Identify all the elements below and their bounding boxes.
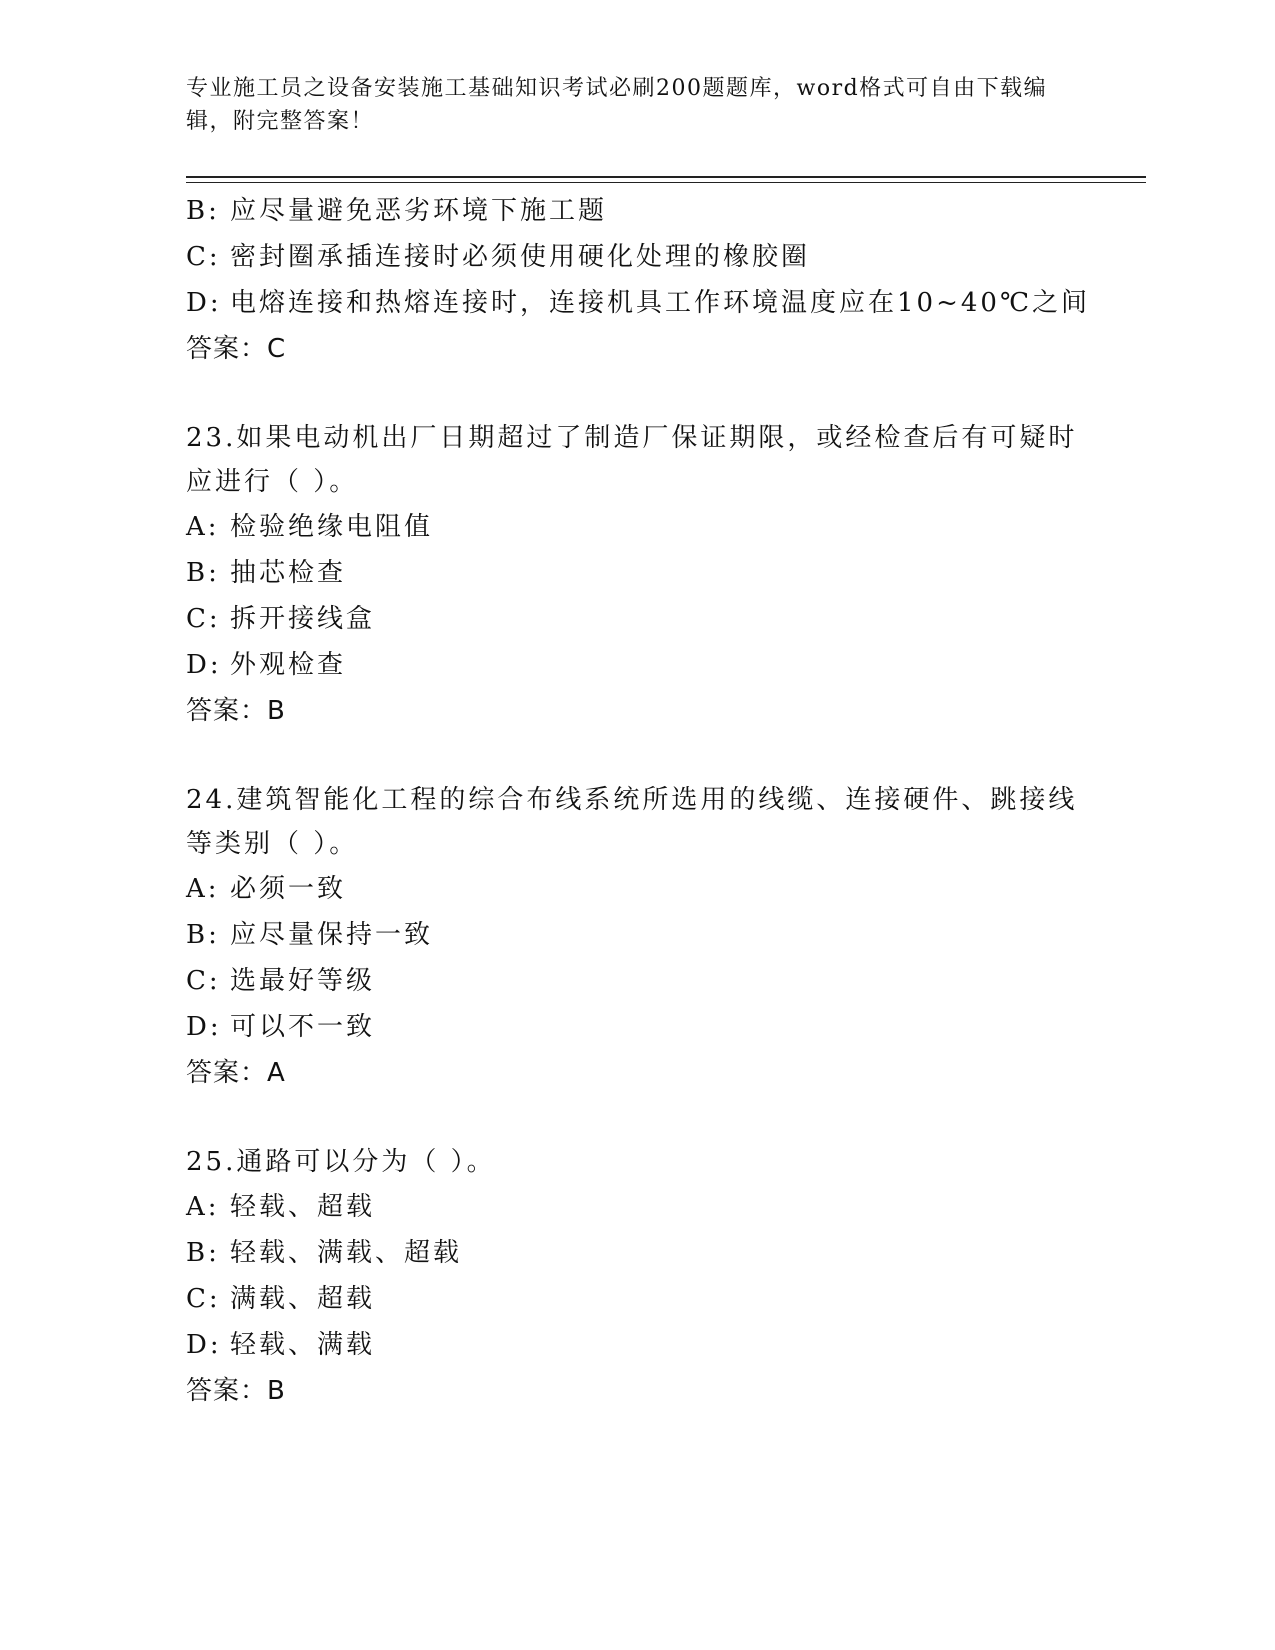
- option-a: A: 检验绝缘电阻值: [186, 512, 434, 542]
- option-c: C: 满载、超载: [186, 1284, 376, 1314]
- option-b: B: 应尽量保持一致: [186, 920, 434, 950]
- option-a: A: 必须一致: [186, 874, 347, 904]
- header-divider-thin: [186, 182, 1146, 183]
- answer-line: 答案：B: [186, 1376, 286, 1406]
- page-header-title: 专业施工员之设备安装施工基础知识考试必刷200题题库，word格式可自由下载编辑，附完整答案！: [186, 76, 1048, 134]
- document-body: [186, 188, 1091, 1414]
- option-d: D: 轻载、满载: [186, 1330, 376, 1360]
- carryover-block: [186, 188, 1091, 372]
- option-d: D: 电熔连接和热熔连接时，连接机具工作环境温度应在10~40℃之间: [186, 288, 1091, 318]
- question-23: [186, 416, 1086, 734]
- option-c: C: 选最好等级: [186, 966, 376, 996]
- answer-line: 答案：A: [186, 1058, 286, 1088]
- question-text: 24.建筑智能化工程的综合布线系统所选用的线缆、连接硬件、跳接线等类别（ ）。: [186, 785, 1078, 859]
- answer-line: 答案：C: [186, 334, 287, 364]
- option-b: B: 应尽量避免恶劣环境下施工题: [186, 196, 608, 226]
- question-24: [186, 778, 1086, 1096]
- option-d: D: 外观检查: [186, 650, 347, 680]
- question-text: 23.如果电动机出厂日期超过了制造厂保证期限，或经检查后有可疑时应进行（ ）。: [186, 423, 1078, 497]
- answer-line: 答案：B: [186, 696, 286, 726]
- option-b: B: 轻载、满载、超载: [186, 1238, 463, 1268]
- header-divider-thick: [186, 176, 1146, 178]
- question-25: [186, 1140, 1086, 1414]
- option-a: A: 轻载、超载: [186, 1192, 376, 1222]
- option-b: B: 抽芯检查: [186, 558, 347, 588]
- option-c: C: 密封圈承插连接时必须使用硬化处理的橡胶圈: [186, 242, 811, 272]
- question-text: 25.通路可以分为（ ）。: [186, 1147, 496, 1177]
- option-d: D: 可以不一致: [186, 1012, 376, 1042]
- option-c: C: 拆开接线盒: [186, 604, 376, 634]
